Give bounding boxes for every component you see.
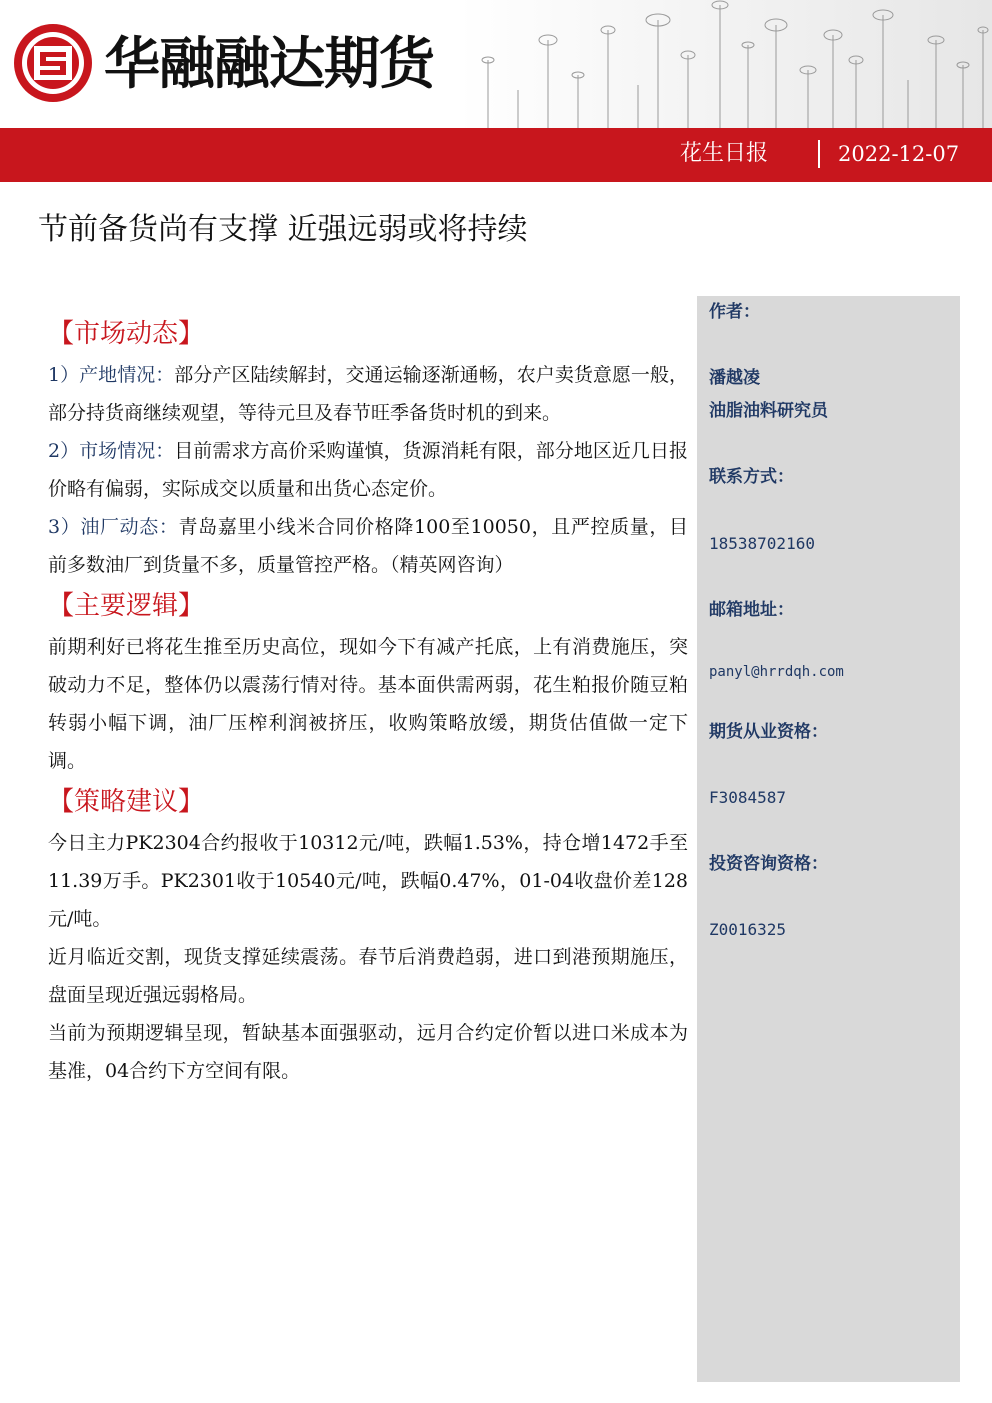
futures-license-value: F3084587	[709, 788, 787, 807]
market-item-text: 青岛嘉里小线米合同价格降100至10050，且严控质量，目前多数油厂到货量不多，质量管控严格。（精英网咨询）	[48, 516, 688, 576]
decorative-pattern	[458, 0, 992, 128]
market-item-text: 部分产区陆续解封，交通运输逐渐通畅，农户卖货意愿一般，部分持货商继续观望，等待元旦及春节旺季备货时机的到来。	[48, 364, 688, 424]
invest-license-value: Z0016325	[709, 920, 787, 939]
section-heading-market: 【市场动态】	[48, 319, 205, 349]
company-logo-icon	[12, 22, 94, 104]
email-value: panyl@hrrdqh.com	[709, 664, 844, 680]
contact-label: 联系方式：	[709, 467, 794, 487]
market-item	[48, 356, 688, 432]
page-title: 节前备货尚有支撑 近强远弱或将持续	[38, 212, 528, 247]
author-name: 潘越凌	[709, 368, 760, 388]
strategy-paragraph: 当前为预期逻辑呈现，暂缺基本面强驱动，远月合约定价暂以进口米成本为基准，04合约下方空间有限。	[48, 1022, 688, 1082]
author-title: 油脂油料研究员	[709, 401, 828, 421]
section-heading-strategy: 【策略建议】	[48, 787, 205, 817]
market-item-lead: 2）市场情况：	[48, 440, 175, 462]
market-item-text: 目前需求方高价采购谨慎，货源消耗有限，部分地区近几日报价略有偏弱，实际成交以质量和出货心态定价。	[48, 440, 688, 500]
report-date: 2022-12-07	[838, 142, 960, 166]
report-body	[48, 312, 688, 1090]
invest-license-label: 投资咨询资格：	[709, 854, 828, 874]
author-label: 作者：	[709, 302, 760, 322]
futures-license-label: 期货从业资格：	[709, 722, 828, 742]
market-item-lead: 3）油厂动态：	[48, 516, 179, 538]
market-item	[48, 508, 688, 584]
header-separator	[818, 140, 820, 168]
market-item-lead: 1）产地情况：	[48, 364, 175, 386]
brand-name: 华融融达期货	[104, 32, 434, 97]
email-label: 邮箱地址：	[709, 600, 794, 620]
logic-paragraph: 前期利好已将花生推至历史高位，现如今下有减产托底，上有消费施压，突破动力不足，整体仍以震荡行情对待。基本面供需两弱，花生粕报价随豆粕转弱小幅下调，油厂压榨利润被挤压，收购策略放缓，期货估值做一定下调。	[48, 636, 688, 772]
author-sidebar	[697, 296, 960, 1382]
strategy-paragraph: 今日主力PK2304合约报收于10312元/吨，跌幅1.53%，持仓增1472手至11.39万手。PK2301收于10540元/吨，跌幅0.47%，01-04收盘价差128元/吨。	[48, 832, 688, 930]
header	[0, 0, 992, 128]
section-heading-logic: 【主要逻辑】	[48, 591, 205, 621]
market-item	[48, 432, 688, 508]
report-type: 花生日报	[680, 141, 769, 166]
strategy-paragraph: 近月临近交割，现货支撑延续震荡。春节后消费趋弱，进口到港预期施压，盘面呈现近强远弱格局。	[48, 946, 688, 1006]
contact-value: 18538702160	[709, 534, 815, 553]
